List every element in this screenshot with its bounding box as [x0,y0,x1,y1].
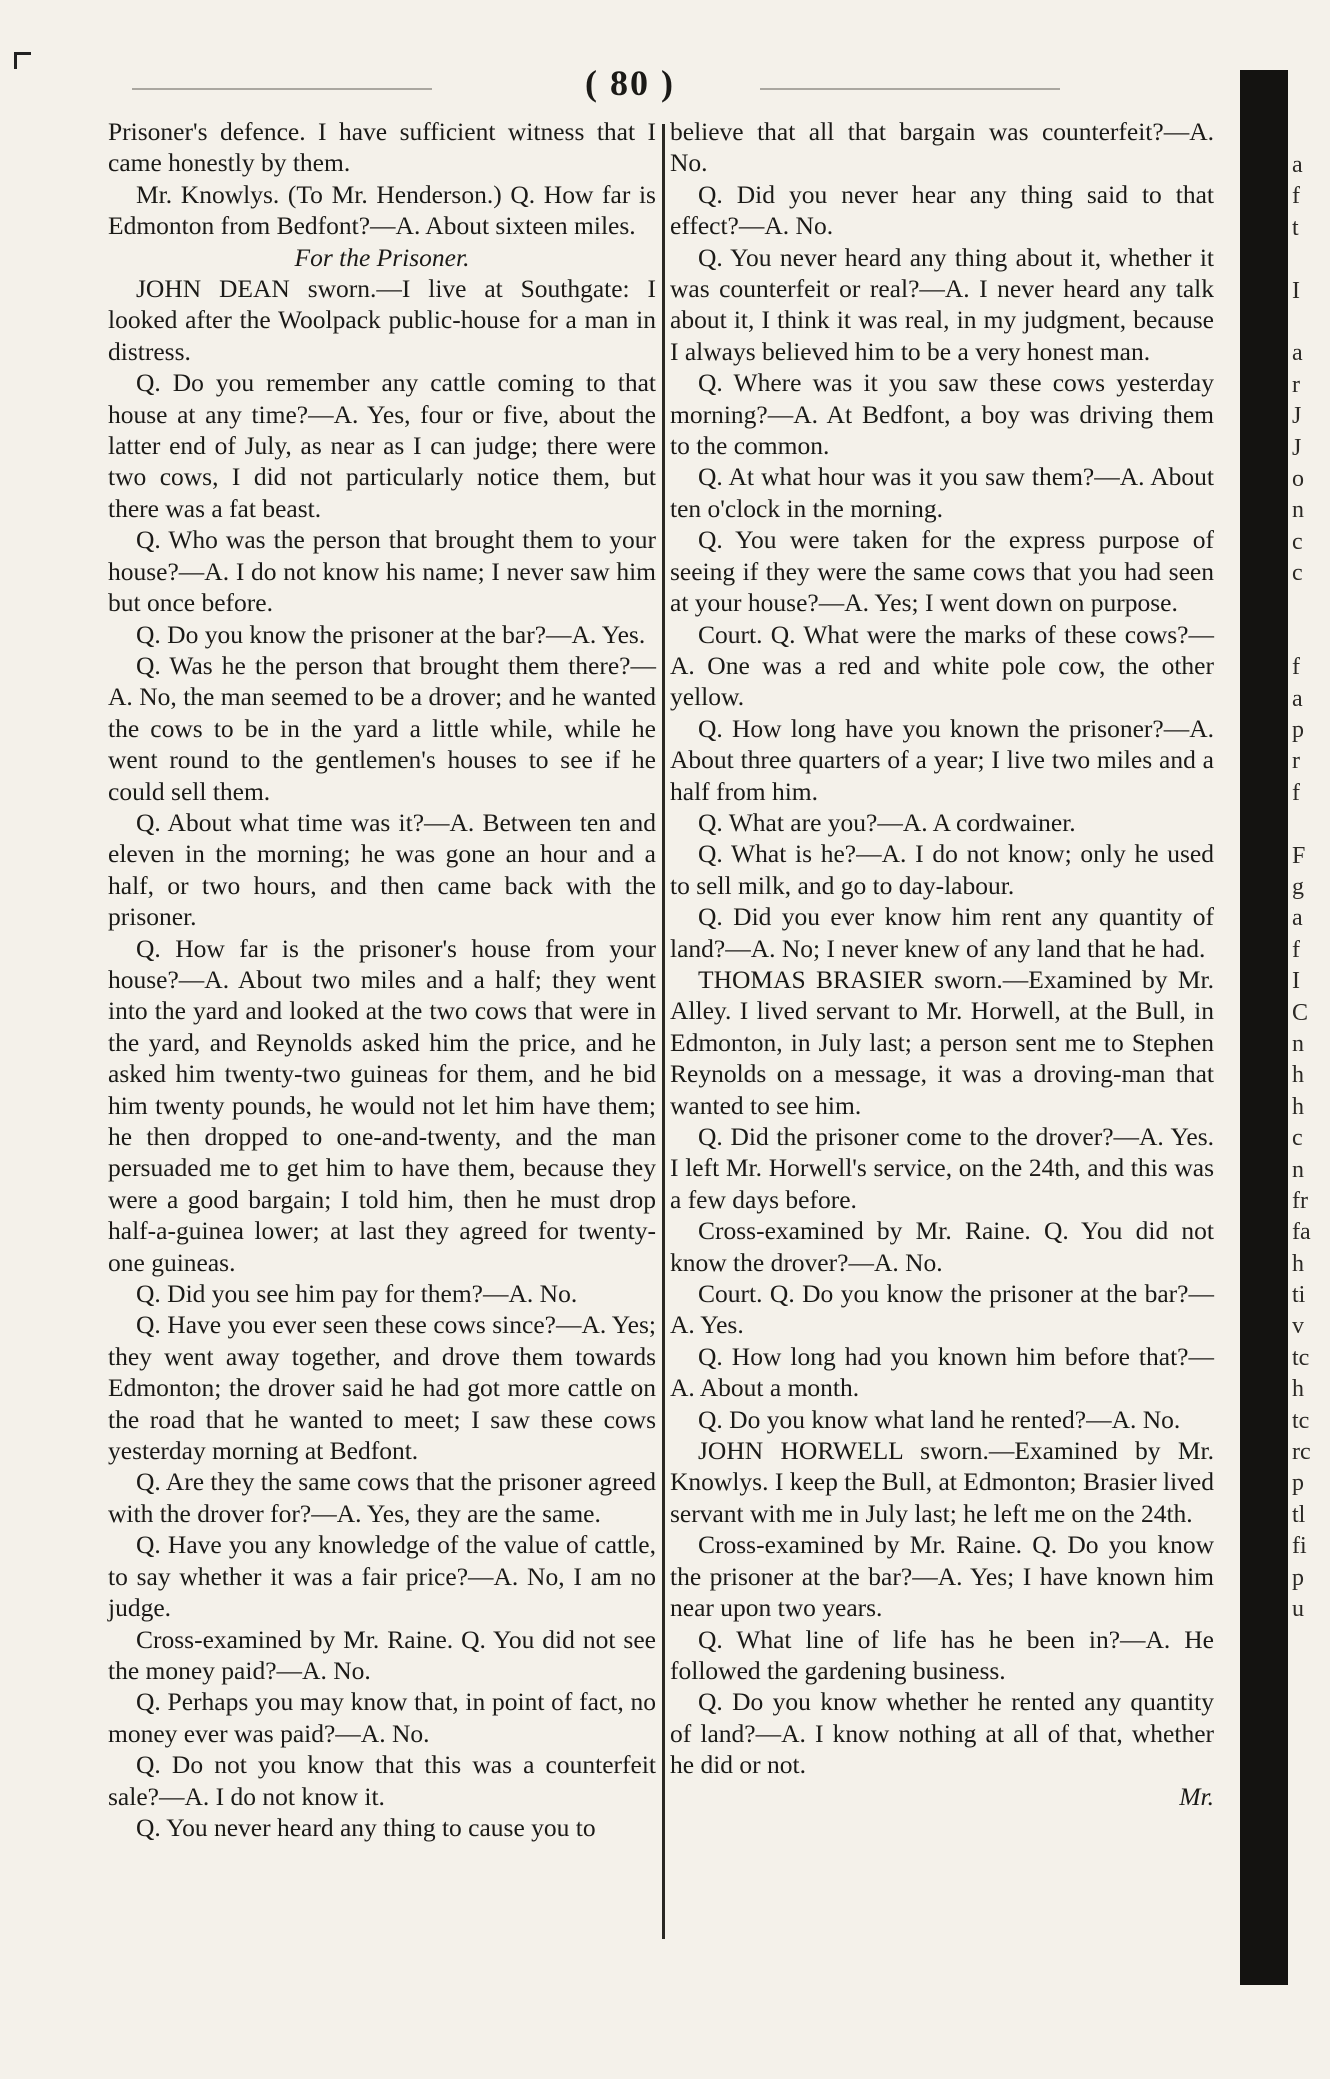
bleed-letter: r [1292,371,1300,398]
paragraph: Q. Perhaps you may know that, in point of fact, no money ever was paid?—A. No. [108,1687,656,1748]
paragraph: believe that all that bargain was counterfeit?—A. No. [670,117,1214,178]
bleed-letter: t [1292,214,1299,241]
corner-mark [14,52,31,69]
bleed-letter: a [1292,152,1303,178]
bleed-letter: tc [1292,1344,1310,1371]
paragraph: Q. Do you remember any cattle coming to that house at any time?—A. Yes, four or five, about the latter end of July, as near as I can judge; there were two cows, I did not particularly notice them, but there was a fat beast. [108,368,656,523]
bleed-letter: fa [1292,1219,1311,1246]
paragraph: Q. Do you know what land he rented?—A. No. [698,1404,1181,1434]
bleed-letter: tl [1292,1501,1306,1528]
paragraph: Q. What line of life has he been in?—A. He followed the gardening business. [670,1624,1214,1685]
bleed-letter: n [1292,497,1304,524]
bleed-letter [1292,244,1328,275]
bleed-letter: I [1292,968,1300,995]
paragraph: Q. Have you ever seen these cows since?—A. Yes; they went away together, and drove them towards Edmonton; the drover said he had got more cattle on the road that he wanted to meet; I saw these cows yesterday morning at Bedfont. [108,1310,656,1466]
bleed-letter: f [1292,654,1300,681]
paragraph: Q. Who was the person that brought them to your house?—A. I do not know his name; I never saw him but once before. [108,525,656,618]
bleed-letter: a [1292,685,1303,712]
bleed-letter: o [1292,465,1304,492]
bleed-letter: ti [1292,1282,1306,1309]
paragraph: Q. Do you know the prisoner at the bar?—A. Yes. [136,619,646,649]
bleed-letter: F [1292,842,1306,869]
paragraph: Q. How long had you known him before that?—A. About a month. [670,1341,1214,1403]
bleed-letter: v [1292,1313,1304,1340]
bleed-letter: n [1292,1030,1304,1057]
paragraph: Q. How long have you known the prisoner?—A. About three quarters of a year; I live two miles and a half from him. [670,713,1214,806]
paragraph: Prisoner's defence. I have sufficient witness that I came honestly by them. [108,117,656,178]
binding-shadow [1240,70,1288,1985]
column-divider [662,124,665,1939]
paragraph: Q. You were taken for the express purpose of seeing if they were the same cows that you had seen at your house?—A. Yes; I went down on purpose. [670,525,1214,618]
page-number: ( 80 ) [585,63,675,103]
paragraph: Mr. Knowlys. (To Mr. Henderson.) Q. How far is Edmonton from Bedfont?—A. About sixteen miles. [108,179,656,241]
paragraph: Q. Do you know whether he rented any quantity of land?—A. I know nothing at all of that, whether he did or not. [670,1687,1214,1780]
bleed-letter: J [1292,403,1302,430]
bleed-letter [1292,621,1328,652]
bleed-letter: h [1292,1250,1304,1277]
bleed-letter: rc [1292,1439,1311,1466]
bleed-letter [1292,809,1328,840]
bleed-letter: p [1292,1470,1304,1497]
paragraph: JOHN HORWELL sworn.—Examined by Mr. Knowlys. I keep the Bull, at Edmonton; Brasier lived servant with me in July last; he left me on the 24th. [670,1436,1214,1528]
bleed-letter: c [1292,1125,1303,1152]
paragraph: Court. Q. Do you know the prisoner at the bar?—A. Yes. [670,1279,1214,1340]
paragraph: THOMAS BRASIER sworn.—Examined by Mr. Alley. I lived servant to Mr. Horwell, at the Bull, in Edmonton, in July last; a person sent me to Stephen Reynolds on a message, it was a droving-man that wanted to see him. [670,964,1214,1120]
paragraph: Cross-examined by Mr. Raine. Q. Do you know the prisoner at the bar?—A. Yes; I have known him near upon two years. [670,1530,1214,1623]
paragraph: Mr. [1179,1781,1214,1811]
bleed-letter: I [1292,277,1300,304]
bleed-letter: g [1292,873,1304,900]
bleed-letter [1292,307,1328,338]
paragraph: Cross-examined by Mr. Raine. Q. You did not see the money paid?—A. No. [108,1624,656,1685]
bleed-letter: h [1292,1376,1304,1403]
paragraph: Q. How far is the prisoner's house from your house?—A. About two miles and a half; they went into the yard and looked at the two cows that were in the yard, and Reynolds asked him the price, and he asked him twenty-two guineas for them, and he bid him twenty pounds, he would not let him have them; he then dropped to one-and-twenty, and the man persuaded me to get him to have them, because they were a good bargain; I told him, then he must drop half-a-guinea lower; at last they agreed for twenty-one guineas. [108,933,656,1277]
bleed-letter: n [1292,1156,1304,1183]
bleed-letter: c [1292,528,1303,555]
bleed-letter: f [1292,779,1300,806]
bleed-letter: f [1292,183,1300,210]
paragraph: Q. Have you any knowledge of the value of cattle, to say whether it was a fair price?—A. No, I am no judge. [108,1530,656,1623]
paragraph: Q. Did the prisoner come to the drover?—A. Yes. I left Mr. Horwell's service, on the 24th, and this was a few days before. [670,1122,1214,1214]
bleed-letter: p [1292,717,1304,744]
bleed-letter: u [1292,1595,1304,1622]
paragraph: Q. Did you ever know him rent any quantity of land?—A. No; I never knew of any land that he had. [670,902,1214,963]
bleed-letter: h [1292,1093,1304,1120]
bleed-letter: C [1292,999,1309,1026]
bleed-letter: p [1292,1564,1304,1591]
bleed-letter: fr [1292,1187,1308,1214]
paragraph: Q. You never heard any thing to cause you to [136,1812,596,1842]
bleed-letter [1292,589,1328,620]
bleed-letter: J [1292,434,1302,461]
paragraph: Q. What are you?—A. A cordwainer. [698,807,1076,837]
paragraph: For the Prisoner. [294,242,470,272]
bleed-letter: tc [1292,1407,1310,1434]
left-column [108,116,656,1843]
facing-page-bleed [1292,150,1328,1625]
bleed-letter: c [1292,560,1303,587]
header-rule-left [132,88,432,90]
right-column [670,116,1214,1812]
paragraph: Q. Are they the same cows that the prisoner agreed with the drover for?—A. Yes, they are the same. [108,1467,656,1528]
paragraph: Q. Do not you know that this was a counterfeit sale?—A. I do not know it. [108,1750,656,1811]
header-rule-right [760,88,1060,90]
paragraph: Q. About what time was it?—A. Between ten and eleven in the morning; he was gone an hour and a half, or two hours, and then came back with the prisoner. [108,807,656,932]
paragraph: JOHN DEAN sworn.—I live at Southgate: I looked after the Woolpack public-house for a man in distress. [108,274,656,366]
paragraph: Q. You never heard any thing about it, whether it was counterfeit or real?—A. I never heard any talk about it, I think it was real, in my judgment, because I always believed him to be a very honest man. [670,242,1214,366]
paragraph: Q. Did you see him pay for them?—A. No. [136,1279,578,1309]
bleed-letter: f [1292,936,1300,963]
bleed-letter: a [1292,905,1303,932]
paragraph: Q. At what hour was it you saw them?—A. About ten o'clock in the morning. [670,462,1214,523]
bleed-letter: a [1292,340,1303,367]
bleed-letter: fi [1292,1533,1307,1560]
paragraph: Cross-examined by Mr. Raine. Q. You did not know the drover?—A. No. [670,1216,1214,1277]
bleed-letter: h [1292,1062,1304,1089]
paragraph: Q. Where was it you saw these cows yesterday morning?—A. At Bedfont, a boy was driving them to the common. [670,368,1214,461]
paragraph: Q. What is he?—A. I do not know; only he used to sell milk, and go to day-labour. [670,839,1214,900]
paragraph: Q. Did you never hear any thing said to that effect?—A. No. [670,179,1214,241]
paragraph: Q. Was he the person that brought them there?—A. No, the man seemed to be a drover; and he wanted the cows to be in the yard a little while, while he went round to the gentlemen's houses to see if he could sell them. [108,650,656,806]
paragraph: Court. Q. What were the marks of these cows?—A. One was a red and white pole cow, the other yellow. [670,619,1214,712]
bleed-letter: r [1292,748,1300,775]
